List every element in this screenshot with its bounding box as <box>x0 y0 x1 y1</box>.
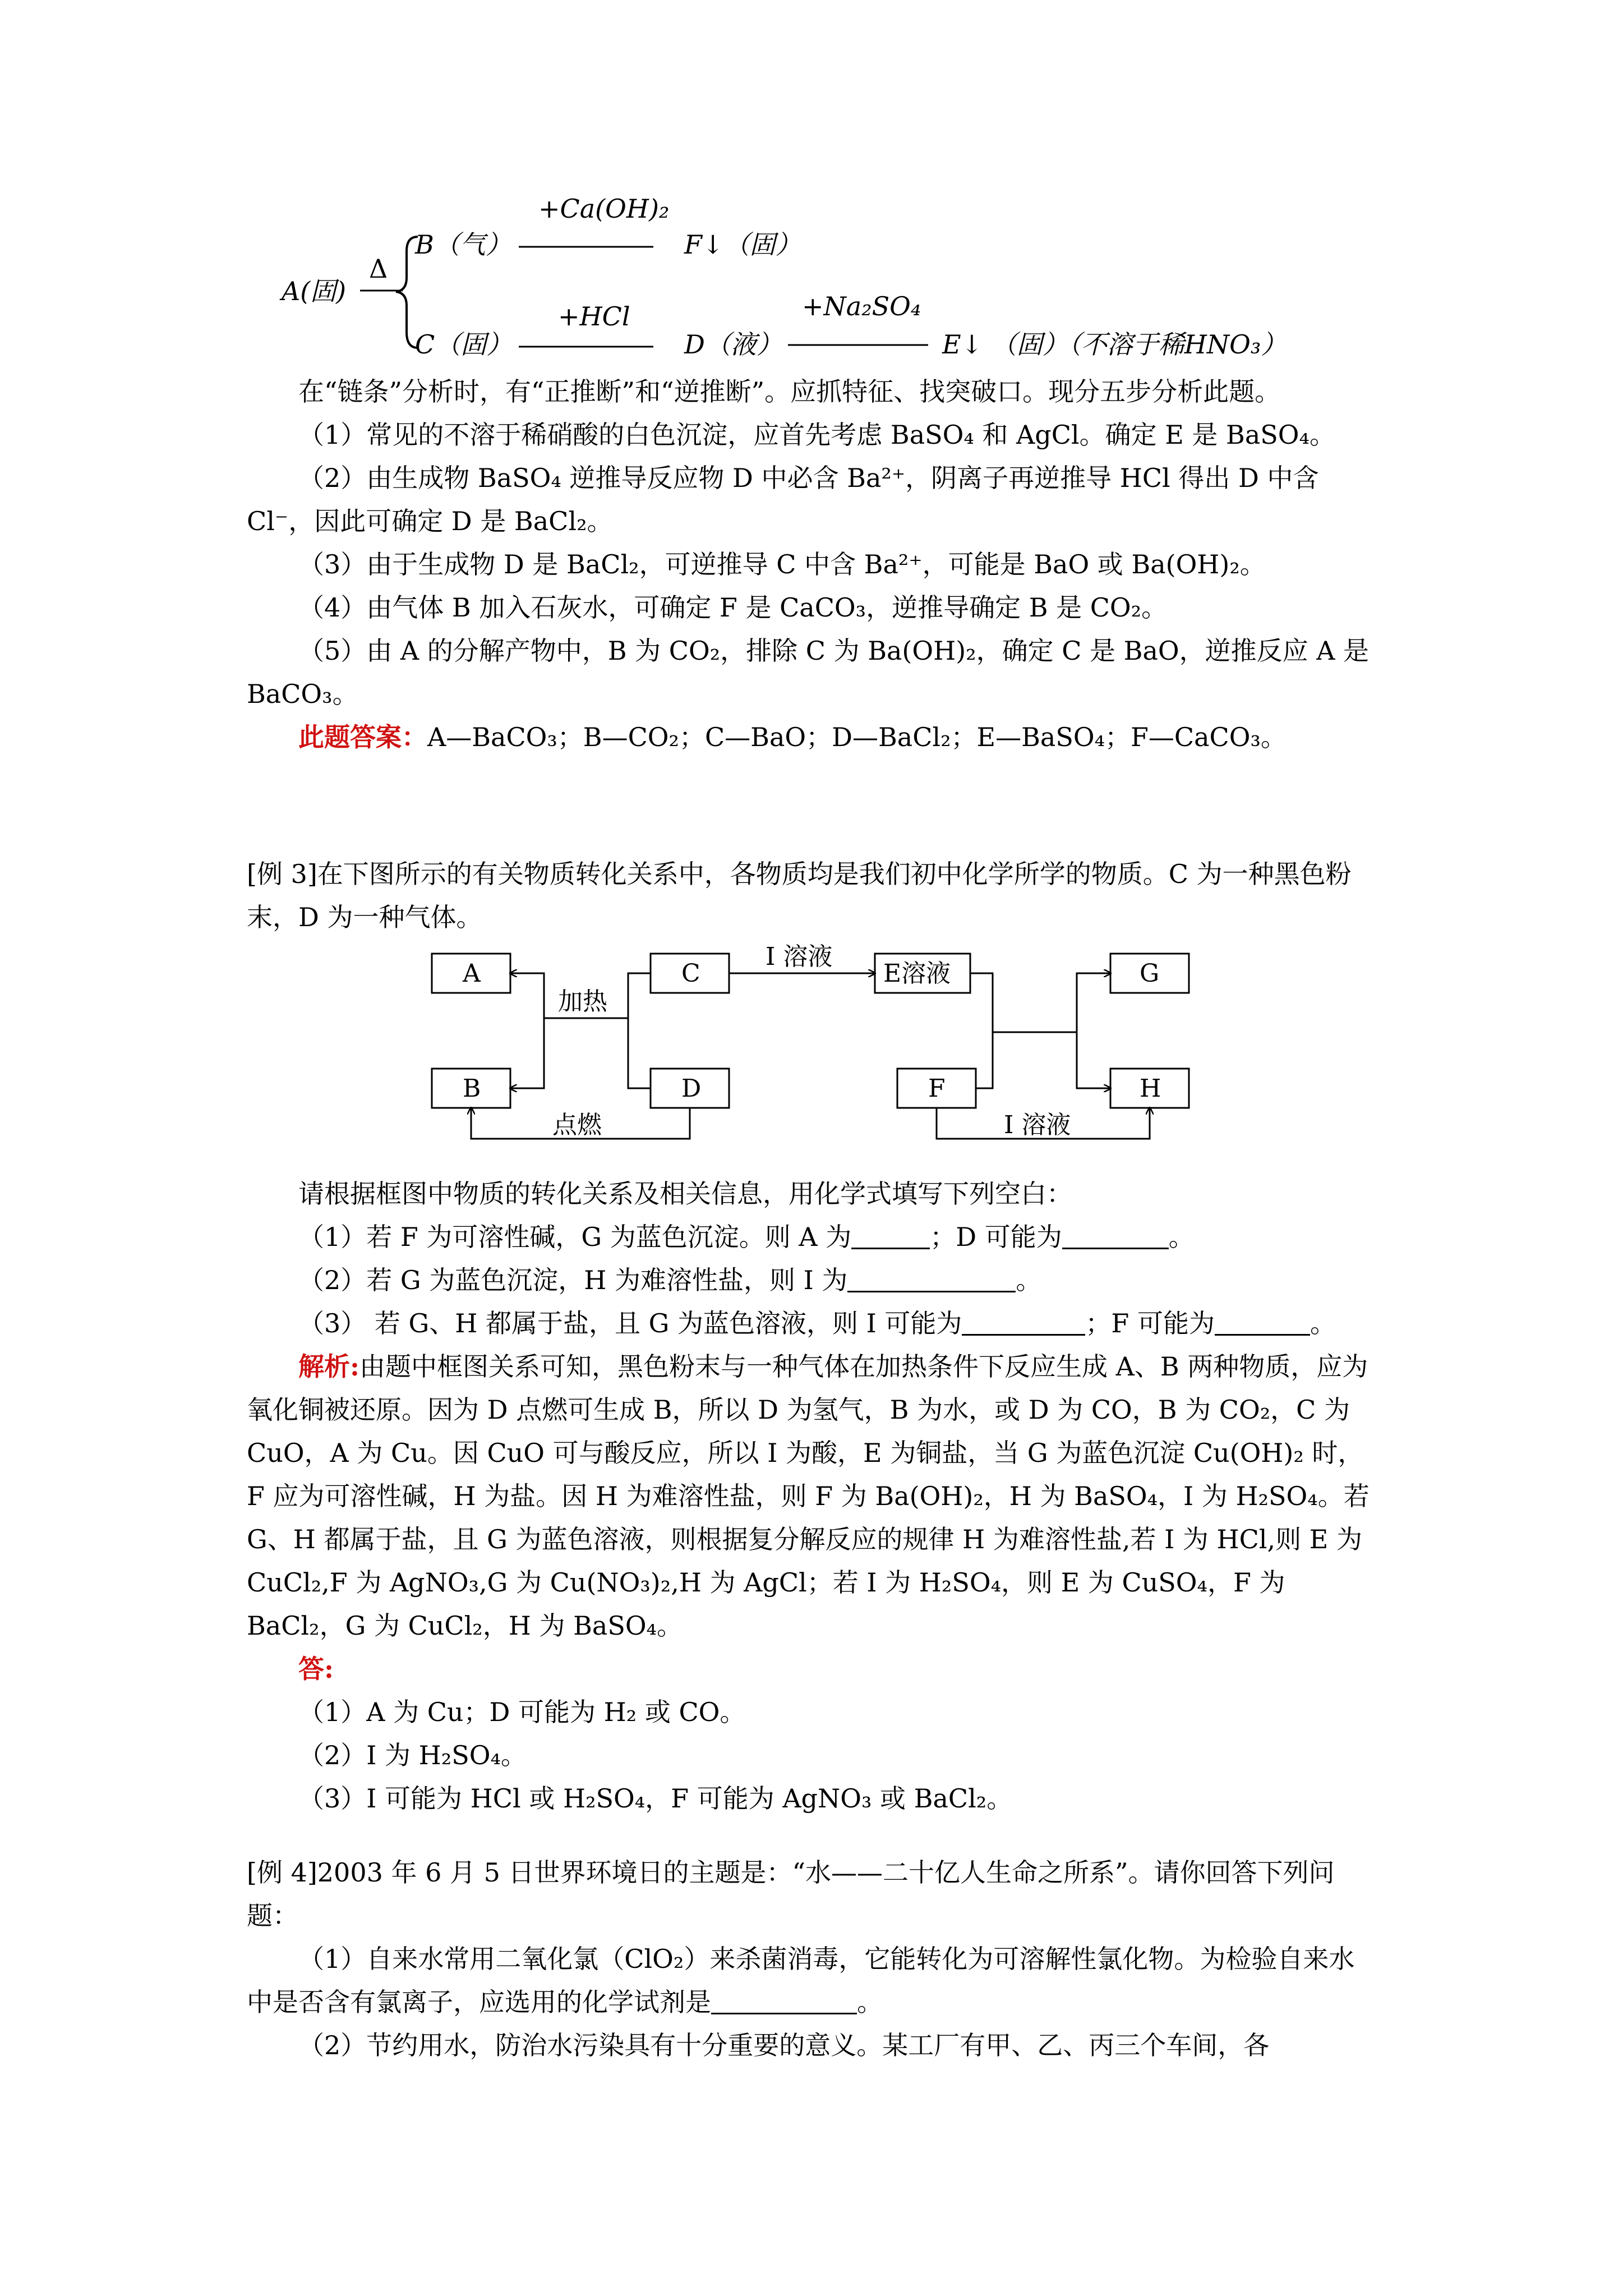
answer-label-3: 答: <box>298 1654 334 1684</box>
example-3-text: [例 3]在下图所示的有关物质转化关系中，各物质均是我们初中化学所学的物质。C 为一种黑色粉末，D 为一种气体。 <box>247 859 1352 932</box>
example-4-question: [例 4]2003 年 6 月 5 日世界环境日的主题是：“水——二十亿人生命之所系”。请你回答下列问题： <box>247 1857 1335 1931</box>
example-3-ans3: （3）I 可能为 HCl 或 H₂SO₄，F 可能为 AgNO₃ 或 BaCl₂。 <box>298 1783 1013 1814</box>
analysis-step-3: （3）由于生成物 D 是 BaCl₂，可逆推导 C 中含 Ba²⁺，可能是 BaO 或 Ba(OH)₂。 <box>298 549 1266 579</box>
q1-blank-d[interactable] <box>1062 1223 1169 1249</box>
formula-delta: Δ <box>369 254 388 284</box>
box-b-label: B <box>463 1074 481 1103</box>
example-3-answer-label-line <box>247 1648 1380 1691</box>
answer-text: A—BaCO₃；B—CO₂；C—BaO；D—BaCl₂；E—BaSO₄；F—CaCO₃。 <box>427 722 1287 752</box>
q2-text-a: （2）若 G 为蓝色沉淀，H 为难溶性盐，则 I 为 <box>298 1265 848 1295</box>
label-ignite: 点燃 <box>552 1111 602 1139</box>
example-3-q3 <box>247 1302 1380 1345</box>
formula-d: D（液） <box>684 329 782 360</box>
example-3-solution <box>247 1345 1380 1648</box>
conversion-diagram <box>426 942 1211 1167</box>
q2-text-b: 。 <box>1016 1265 1042 1295</box>
q3-text-c: 。 <box>1310 1308 1336 1338</box>
formula-c: C（固） <box>415 329 513 360</box>
box-a-label: A <box>463 959 481 988</box>
example-4 <box>247 1851 1380 2067</box>
box-h-label: H <box>1140 1074 1161 1103</box>
arrow-to-b <box>510 1018 544 1088</box>
analysis-step-4: （4）由气体 B 加入石灰水，可确定 F 是 CaCO₃，逆推导确定 B 是 CO₂。 <box>298 592 1168 623</box>
solution-label: 解析: <box>298 1351 359 1382</box>
example-3-instruction: 请根据框图中物质的转化关系及相关信息，用化学式填写下列空白： <box>298 1179 1072 1209</box>
ex4-q1-end: 。 <box>857 1987 883 2017</box>
analysis-step-1: （1）常见的不溶于稀硝酸的白色沉淀，应首先考虑 BaSO₄ 和 AgCl。确定 E 是 BaSO₄。 <box>298 420 1335 450</box>
solution-text: 由题中框图关系可知，黑色粉末与一种气体在加热条件下反应生成 A、B 两种物质，应为氧化铜被还原。因为 D 点燃可生成 B，所以 D 为氢气，B 为水，或 D 为 CO，B 为 CO₂，C 为 CuO，A 为 Cu。因 CuO 可与酸反应，所以 I 为酸，E 为铜盐，当 G 为蓝色沉淀 Cu(OH)₂ 时，F 应为可溶性碱，H 为盐。因 H 为难溶性盐，则 F 为 Ba(OH)₂，H 为 BaSO₄，I 为 H₂SO₄。若 G、H 都属于盐，且 G 为蓝色溶液，则根据复分解反应的规律 H 为难溶性盐,若 I 为 HCl,则 E 为 CuCl₂,F 为 AgNO₃,G 为 Cu(NO₃)₂,H 为 AgCl；若 I 为 H₂SO₄，则 E 为 CuSO₄，F 为 BaCl₂，G 为 CuCl₂，H 为 BaSO₄。 <box>247 1351 1370 1641</box>
formula-a: A(固) <box>282 276 347 306</box>
arrow-to-h <box>1077 1032 1110 1088</box>
example-3-question <box>247 853 1380 939</box>
connector-ef <box>970 973 993 1088</box>
q1-text-a: （1）若 F 为可溶性碱，G 为蓝色沉淀。则 A 为 <box>298 1222 852 1252</box>
connector-cd <box>628 973 651 1088</box>
example-3-ans1: （1）A 为 Cu；D 可能为 H₂ 或 CO。 <box>298 1697 746 1727</box>
example-4-q2: （2）节约用水，防治水污染具有十分重要的意义。某工厂有甲、乙、丙三个车间，各 <box>298 2030 1270 2060</box>
label-heat: 加热 <box>558 987 607 1016</box>
ex4-q1-text: （1）自来水常用二氧化氯（ClO₂）来杀菌消毒，它能转化为可溶解性氯化物。为检验自来水中是否含有氯离子，应选用的化学试剂是 <box>247 1944 1355 2017</box>
q3-text-a: （3） 若 G、H 都属于盐，且 G 为蓝色溶液，则 I 可能为 <box>298 1308 962 1338</box>
analysis-answer <box>247 716 1380 759</box>
decomposition-formula <box>247 185 1424 376</box>
example-3-q1 <box>247 1216 1380 1259</box>
q1-text-c: 。 <box>1168 1222 1195 1252</box>
formula-f: F↓（固） <box>684 229 801 260</box>
analysis-intro: 在“链条”分析时，有“正推断”和“逆推断”。应抓特征、找突破口。现分五步分析此题。 <box>298 376 1281 407</box>
example-3-ans2: （2）I 为 H₂SO₄。 <box>298 1740 527 1770</box>
label-i-bottom: I 溶液 <box>1004 1111 1071 1139</box>
analysis-section <box>247 370 1380 759</box>
analysis-step-2: （2）由生成物 BaSO₄ 逆推导反应物 D 中必含 Ba²⁺，阴离子再逆推导 HCl 得出 D 中含 Cl⁻，因此可确定 D 是 BaCl₂。 <box>247 463 1319 536</box>
box-g-label: G <box>1140 959 1160 988</box>
box-d-label: D <box>681 1074 702 1103</box>
example-4-q1 <box>247 1938 1380 2024</box>
formula-c-reagent: +HCl <box>558 301 630 332</box>
formula-b: B（气） <box>415 229 511 260</box>
q1-text-b: ；D 可能为 <box>930 1222 1062 1252</box>
q3-text-b: ；F 可能为 <box>1085 1308 1215 1338</box>
analysis-step-5: （5）由 A 的分解产物中，B 为 CO₂，排除 C 为 Ba(OH)₂，确定 C 是 BaO，逆推反应 A 是 BaCO₃。 <box>247 636 1370 709</box>
q3-blank-f[interactable] <box>1215 1309 1310 1336</box>
ex4-q1-blank[interactable] <box>711 1988 857 2014</box>
q1-blank-a[interactable] <box>851 1223 930 1249</box>
label-i-top: I 溶液 <box>766 942 833 971</box>
example-3-q2 <box>247 1259 1380 1302</box>
arrow-to-g <box>1077 973 1110 1032</box>
box-c-label: C <box>681 959 700 988</box>
example-3-body <box>247 1172 1380 1820</box>
q2-blank-i[interactable] <box>847 1266 1016 1292</box>
box-f-label: F <box>928 1074 946 1103</box>
formula-b-reagent: +Ca(OH)₂ <box>538 194 670 224</box>
formula-e: E↓ （固）（不溶于稀HNO₃） <box>942 329 1287 360</box>
formula-d-reagent: +Na₂SO₄ <box>802 291 921 321</box>
box-e-label: E溶液 <box>883 959 951 988</box>
answer-label: 此题答案： <box>298 722 427 752</box>
q3-blank-i[interactable] <box>962 1309 1085 1336</box>
